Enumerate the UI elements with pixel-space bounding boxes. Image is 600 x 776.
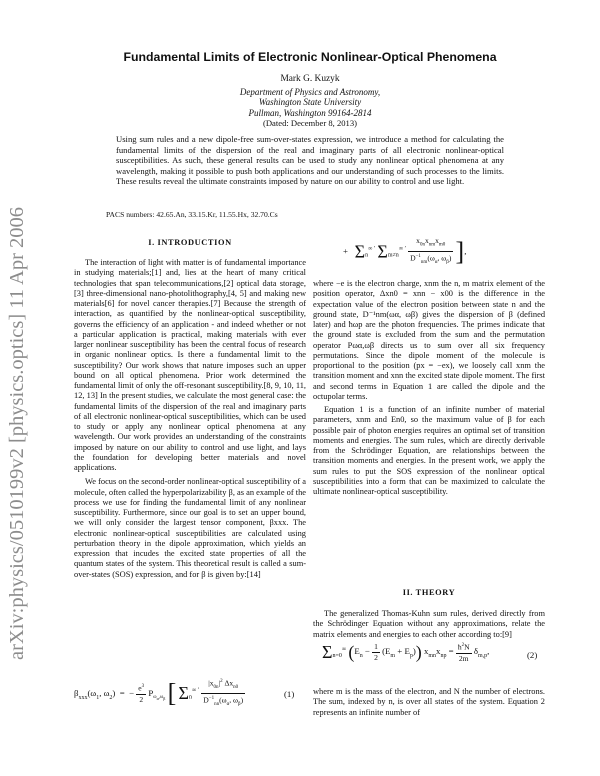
- equation-1: $\beta_{xxx}(\omega_1$, $\omega_2$) = − $\frac{e^3}{2}$ $P_{\omega_\alpha,\omega_\beta}$ [ $\Sigma_n^{\infty '}$ $\frac{|x_{0n}|^2 \Delta x_{n0}}{D^{-1}_{nn}(\omega_\alpha, \omega_\beta)}$: [74, 678, 244, 708]
- theory-paragraph-2: where m is the mass of the electron, and N the number of electrons. The sum, indexed by n, is over all states of the system. Equation 2 represents an infinite number of: [313, 687, 545, 717]
- paper-title: Fundamental Limits of Electronic Nonlinear-Optical Phenomena: [123, 50, 497, 64]
- abstract: Using sum rules and a new dipole-free sum-over-states expression, we introduce a method for calculating the fundamental limits of the dispersion of the real and imaginary parts of all electronic nonlinear-optical susceptibilities. As such, these general results can be used to study any nonlinear optical phenomena at any wavelength, making it possible to push both applications and our understanding of such processes to the limits. These results reveal the ultimate constraints imposed by nature on our ability to control and use light.: [116, 134, 504, 186]
- affiliation-line: Department of Physics and Astronomy,: [239, 87, 381, 97]
- equation-2: $\Sigma_{n=0}^\infty$ ($E_n$ − $\frac{1}{2}$ $(E_m + E_p)$) $x_{mn}x_{np}$ = $\frac{ħ^2N}{2m}$ $\delta_{m,p}$,: [322, 641, 490, 663]
- affiliation-line: Washington State University: [258, 97, 362, 108]
- author-name: Mark G. Kuzyk: [280, 74, 340, 84]
- equation-1-number: (1): [284, 689, 295, 699]
- affiliation-line: Pullman, Washington 99164-2814: [248, 107, 372, 118]
- pacs-numbers: PACS numbers: 42.65.An, 33.15.Kr, 11.55.Hx, 32.70.Cs: [106, 210, 278, 219]
- section-heading-introduction: I. INTRODUCTION: [148, 238, 232, 247]
- section-heading-theory: II. THEORY: [402, 588, 456, 597]
- left-column-text: [74, 258, 306, 580]
- theory-text-continued: [313, 687, 545, 718]
- theory-text: [313, 609, 545, 640]
- right-paragraph-1: where −e is the electron charge, xnm the n, m matrix element of the position operator, Δxn0 = xnn − x00 is the difference in the expectation value of the electron position between state n and the ground state, D⁻¹nm(ωα, ωβ) gives the dispersion of β (defined later) and ħωp are the photon frequencies. The primes indicate that the ground state is excluded from the sum and the permutation operator Pωα,ωβ directs us to sum over all six frequency permutations. Since the dipole moment of the molecule is proportional to the position (px = −ex), we loosely call xnm the transition moment and xnn the excited state dipole moment. The first and second terms in Equation 1 are called the dipole and the octupolar terms.: [313, 279, 545, 401]
- intro-paragraph-1: The interaction of light with matter is of fundamental importance in studying materials;[1] and, lies at the heart of many critical technologies that span telecommunications,[2] optical data storage,[3] three-dimensional nano-photolithography,[4, 5] and making new materials[6] for novel cancer therapies.[7] Because the strength of interaction, as quantified by the nonlinear-optical susceptibility, governs the efficiency of an application - and indeed whether or not a particular application is practical, making materials with ever larger nonlinear susceptibility has been the central focus of research in organic nonlinear optics. Is there a fundamental limit to the susceptibility? Our work shows that nature imposes such an upper bound on all optical phenomena. Prior work determined the fundamental limit of only the off-resonant susceptibility.[8, 9, 10, 11, 12, 13] In the present studies, we calculate the most general case: the fundamental limits of the dispersion of the real and imaginary parts of all electronic nonlinear-optical susceptibilities, which can be used to study or apply any nonlinear optical phenomena at any wavelength. Our work provides an understanding of the constraints imposed by nature on our ability to control and use light, and lays the foundation for developing better materials and novel applications.: [74, 258, 306, 472]
- theory-paragraph-1: The generalized Thomas-Kuhn sum rules, derived directly from the Schrödinger Equation without any approximations, relate the matrix elements and energies to each other according to:[9]: [313, 609, 545, 639]
- intro-paragraph-2: We focus on the second-order nonlinear-optical susceptibility of a molecule, often called the hyperpolarizability β, as an example of the process we use for finding the fundamental limit of any nonlinear susceptibility. Furthermore, since our goal is to set an upper bound, we will only consider the largest tensor component, βxxx. The electronic nonlinear-optical susceptibilities are calculated using perturbation theory in the dipole approximation, which yields an expression that incudes the excited state properties of all the quantum states of the system. This theoretical result is called a sum-over-states (SOS) expression, and for β is given by:[14]: [74, 477, 306, 579]
- right-paragraph-2: Equation 1 is a function of an infinite number of material parameters, xnm and En0, so the maximum value of β for each possible pair of photon energies requires an optimal set of transition moments and energies. The sum rules, which are directly derivable from the Schrödinger Equation, are relationships between the transition moments and energies. In the present work, we apply the sum rules to put the SOS expression of the nonlinear optical susceptibilities into a form that can be maximized to calculate the ultimate nonlinear-optical susceptibility.: [313, 405, 545, 496]
- equation-2-number: (2): [527, 650, 538, 660]
- dated-line: (Dated: December 8, 2013): [262, 118, 357, 128]
- arxiv-identifier-stamp: [4, 140, 28, 660]
- arxiv-id-text: arXiv:physics/0510199v2 [physics.optics] 11 Apr 2006: [6, 206, 28, 660]
- right-column-text: [313, 279, 545, 497]
- equation-1-continuation: + $\Sigma_n^{\infty '}$ $\Sigma_{m\ne n}^{\infty '}$ $\frac{x_{0n}x_{nm}x_{m0}}{D^{-1}_{nm}(\omega_\alpha, \omega_\beta)}$ ],: [343, 236, 467, 266]
- affiliation: [100, 87, 520, 118]
